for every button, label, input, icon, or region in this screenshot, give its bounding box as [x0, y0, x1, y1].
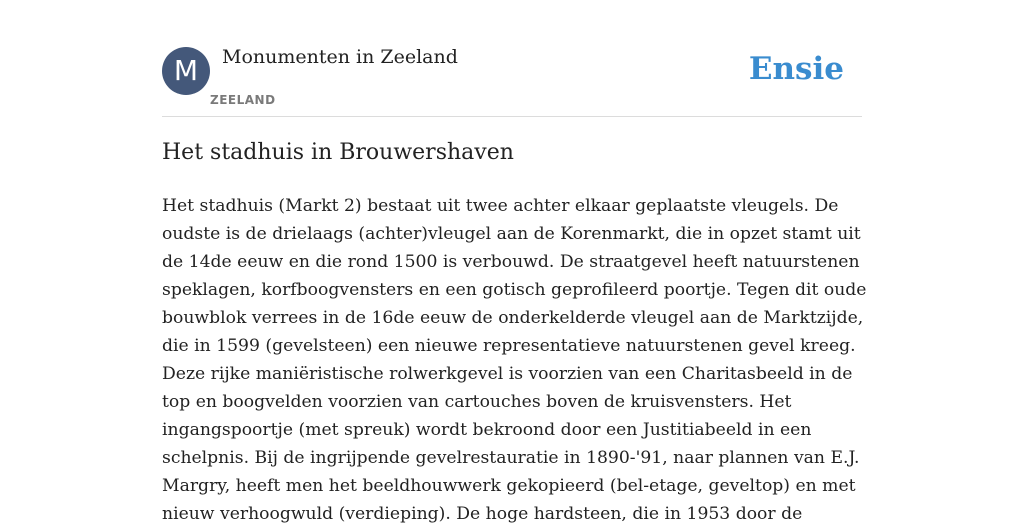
article-line: top en boogvelden voorzien van cartouches boven de kruisvensters. Het	[162, 392, 792, 412]
article-title: Het stadhuis in Brouwershaven	[162, 140, 514, 165]
article-line: Deze rijke maniëristische rolwerkgevel is voorzien van een Charitasbeeld in de	[162, 364, 853, 384]
article-line: nieuw verhoogwuld (verdieping). De hoge hardsteen, die in 1953 door de	[162, 504, 803, 524]
article-line: schelpnis. Bij de ingrijpende gevelrestauratie in 1890-'91, naar plannen van E.J.	[162, 448, 860, 468]
article-line: bouwblok verrees in de 16de eeuw de onderkelderde vleugel aan de Marktzijde,	[162, 308, 864, 328]
category-label[interactable]: ZEELAND	[210, 93, 276, 107]
ensie-logo[interactable]: Ensie	[748, 51, 844, 87]
article-line: de 14de eeuw en die rond 1500 is verbouwd. De straatgevel heeft natuurstenen	[162, 252, 860, 272]
article-line: Margry, heeft men het beeldhouwwerk gekopieerd (bel-etage, geveltop) en met	[162, 476, 856, 496]
site-title[interactable]: Monumenten in Zeeland	[222, 46, 458, 68]
article-line: oudste is de drielaags (achter)vleugel aan de Korenmarkt, die in opzet stamt uit	[162, 224, 861, 244]
article-line: ingangspoortje (met spreuk) wordt bekroond door een Justitiabeeld in een	[162, 420, 812, 440]
avatar[interactable]: M	[162, 47, 210, 95]
article-line: Het stadhuis (Markt 2) bestaat uit twee achter elkaar geplaatste vleugels. De	[162, 196, 839, 216]
article-body	[162, 192, 867, 528]
header	[162, 46, 862, 117]
article-line: die in 1599 (gevelsteen) een nieuwe representatieve natuurstenen gevel kreeg.	[162, 336, 856, 356]
article-line: speklagen, korfboogvensters en een gotisch geprofileerd poortje. Tegen dit oude	[162, 280, 867, 300]
